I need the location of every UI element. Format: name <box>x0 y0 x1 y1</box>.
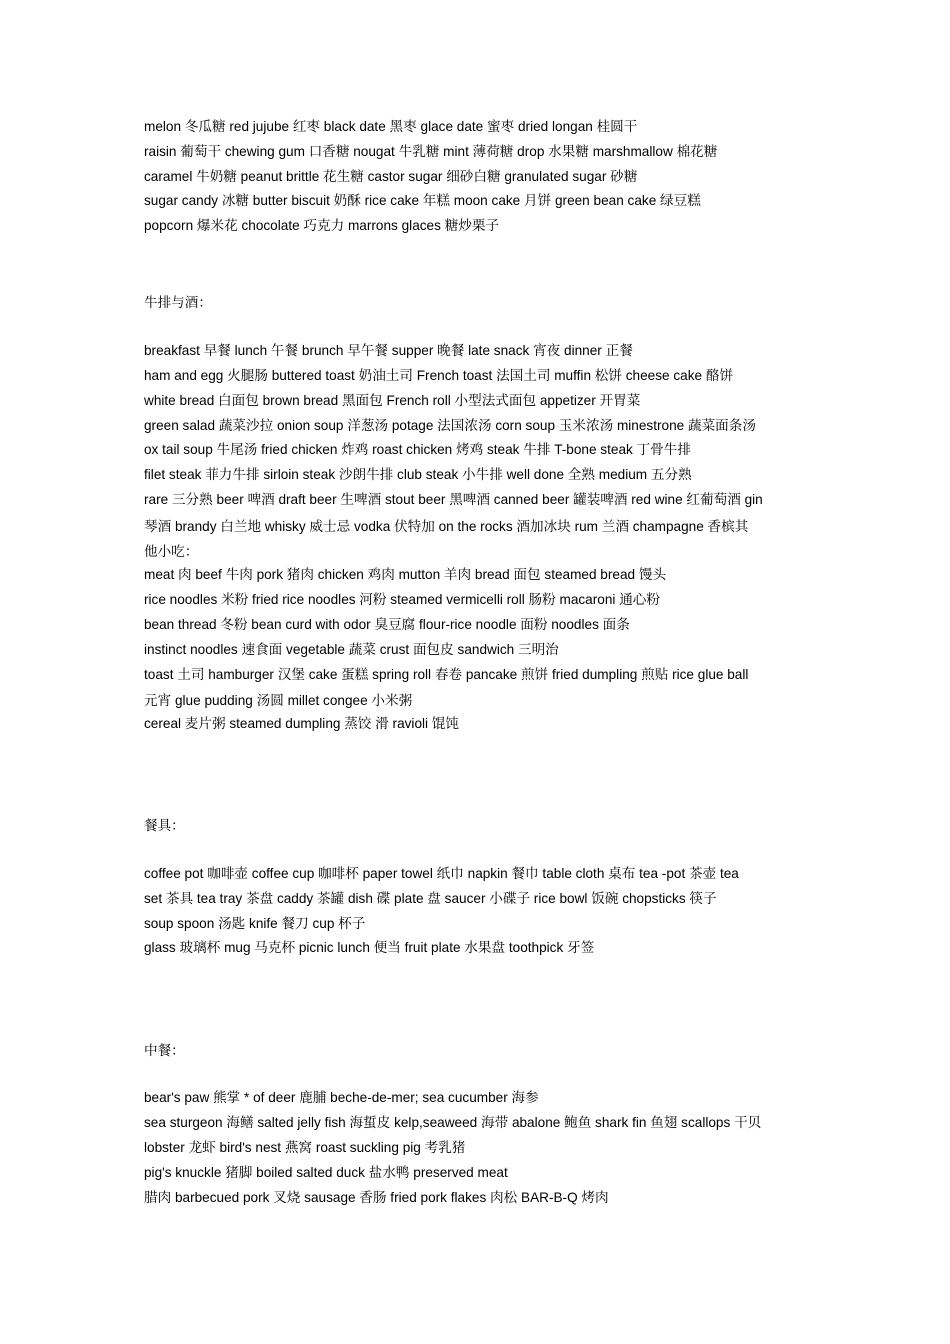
text-line: bean thread 冬粉 bean curd with odor 臭豆腐 flour-rice noodle 面粉 noodles 面条 <box>144 617 630 632</box>
text-line: cereal 麦片粥 steamed dumpling 蒸饺 滑 ravioli 馄饨 <box>144 716 460 731</box>
text-line: 他小吃： <box>144 544 199 559</box>
section-heading: 中餐： <box>144 1043 185 1059</box>
text-line: toast 土司 hamburger 汉堡 cake 蛋糕 spring roll 春卷 pancake 煎饼 fried dumpling 煎贴 rice glue ball <box>144 667 749 682</box>
text-line: popcorn 爆米花 chocolate 巧克力 marrons glaces 糖炒栗子 <box>144 218 500 233</box>
section-heading: 牛排与酒： <box>144 295 212 311</box>
text-line: pig's knuckle 猪脚 boiled salted duck 盐水鸭 preserved meat <box>144 1165 508 1180</box>
text-line: rare 三分熟 beer 啤酒 draft beer 生啤酒 stout beer 黑啤酒 canned beer 罐装啤酒 red wine 红葡萄酒 gin <box>144 492 763 507</box>
text-line: white bread 白面包 brown bread 黑面包 French roll 小型法式面包 appetizer 开胃菜 <box>144 393 641 408</box>
text-line: breakfast 早餐 lunch 午餐 brunch 早午餐 supper 晚餐 late snack 宵夜 dinner 正餐 <box>144 343 633 358</box>
text-line: meat 肉 beef 牛肉 pork 猪肉 chicken 鸡肉 mutton 羊肉 bread 面包 steamed bread 馒头 <box>144 567 667 582</box>
text-line: 琴酒 brandy 白兰地 whisky 威士忌 vodka 伏特加 on the rocks 酒加冰块 rum 兰酒 champagne 香槟其 <box>144 519 749 534</box>
text-line: coffee pot 咖啡壶 coffee cup 咖啡杯 paper towel 纸巾 napkin 餐巾 table cloth 桌布 tea -pot 茶壶 tea <box>144 866 739 881</box>
text-line: rice noodles 米粉 fried rice noodles 河粉 steamed vermicelli roll 肠粉 macaroni 通心粉 <box>144 592 660 607</box>
text-line: filet steak 菲力牛排 sirloin steak 沙朗牛排 club steak 小牛排 well done 全熟 medium 五分熟 <box>144 467 692 482</box>
text-line: lobster 龙虾 bird's nest 燕窝 roast suckling pig 考乳猪 <box>144 1140 466 1155</box>
text-line: set 茶具 tea tray 茶盘 caddy 茶罐 dish 碟 plate 盘 saucer 小碟子 rice bowl 饭碗 chopsticks 筷子 <box>144 891 717 906</box>
text-line: green salad 蔬菜沙拉 onion soup 洋葱汤 potage 法国浓汤 corn soup 玉米浓汤 minestrone 蔬菜面条汤 <box>144 418 756 433</box>
text-line: 腊肉 barbecued pork 叉烧 sausage 香肠 fried pork flakes 肉松 BAR-B-Q 烤肉 <box>144 1190 609 1205</box>
text-line: sea sturgeon 海鳝 salted jelly fish 海蜇皮 kelp,seaweed 海带 abalone 鲍鱼 shark fin 鱼翅 scallops 干贝 <box>144 1115 762 1130</box>
text-line: raisin 葡萄干 chewing gum 口香糖 nougat 牛乳糖 mint 薄荷糖 drop 水果糖 marshmallow 棉花糖 <box>144 144 718 159</box>
text-line: glass 玻璃杯 mug 马克杯 picnic lunch 便当 fruit plate 水果盘 toothpick 牙签 <box>144 940 595 955</box>
text-line: caramel 牛奶糖 peanut brittle 花生糖 castor sugar 细砂白糖 granulated sugar 砂糖 <box>144 169 638 184</box>
text-line: ox tail soup 牛尾汤 fried chicken 炸鸡 roast chicken 烤鸡 steak 牛排 T-bone steak 丁骨牛排 <box>144 442 691 457</box>
text-line: ham and egg 火腿肠 buttered toast 奶油土司 French toast 法国土司 muffin 松饼 cheese cake 酪饼 <box>144 368 734 383</box>
text-line: instinct noodles 速食面 vegetable 蔬菜 crust 面包皮 sandwich 三明治 <box>144 642 559 657</box>
text-line: melon 冬瓜糖 red jujube 红枣 black date 黑枣 glace date 蜜枣 dried longan 桂圆干 <box>144 119 638 134</box>
text-line: 元宵 glue pudding 汤圆 millet congee 小米粥 <box>144 693 413 708</box>
text-line: soup spoon 汤匙 knife 餐刀 cup 杯子 <box>144 916 366 931</box>
section-heading: 餐具： <box>144 818 185 834</box>
text-line: sugar candy 冰糖 butter biscuit 奶酥 rice cake 年糕 moon cake 月饼 green bean cake 绿豆糕 <box>144 193 701 208</box>
text-line: bear's paw 熊掌 * of deer 鹿脯 beche-de-mer; sea cucumber 海参 <box>144 1090 539 1105</box>
